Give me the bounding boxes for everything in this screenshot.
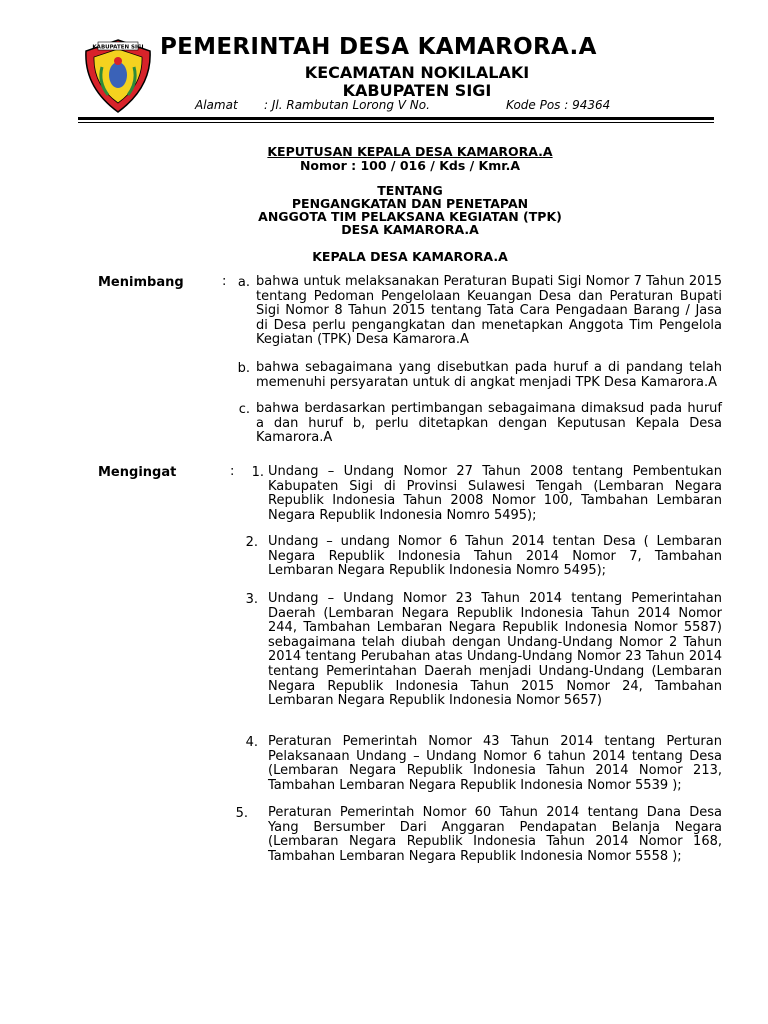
section-label-menimbang: Menimbang [98,275,184,290]
decree-subject-3: DESA KAMARORA.A [341,222,479,237]
mengingat-mark-1: 1. [251,465,264,480]
menimbang-mark-a: a. [237,275,250,290]
letterhead-district: KECAMATAN NOKILALAKI [304,63,530,82]
menimbang-item-a: bahwa untuk melaksanakan Peraturan Bupati Sigi Nomor 7 Tahun 2015 tentang Pedoman Pengelolaan Keuangan Desa dan Peraturan Bupati Sigi Nomor 8 Tahun 2015 tentang Tata Cara Pengadaan Barang / Jasa di Desa perlu pengangkatan dan menetapkan Anggota Tim Pengelola Kegiatan (TPK) Desa Kamarora.A [256,274,722,348]
menimbang-mark-b: b. [237,361,250,376]
mengingat-item-4: Peraturan Pemerintah Nomor 43 Tahun 2014 tentang Perturan Pelaksanaan Undang – Undang Nomor 6 tahun 2014 tentang Desa (Lembaran Negara Republik Indonesia Tahun 2014 Nomor 213, Tambahan Lembaran Negara Republik Indonesia Nomor 5539 ); [268,734,722,793]
mengingat-mark-2: 2. [245,535,258,550]
postcode: Kode Pos : 94364 [506,98,611,112]
address-value: : Jl. Rambutan Lorong V No. [264,98,430,112]
letterhead-rule-thin [78,122,714,123]
mengingat-mark-3: 3. [245,592,258,607]
letterhead-regency: KABUPATEN SIGI [342,81,492,100]
mengingat-item-3: Undang – Undang Nomor 23 Tahun 2014 tentang Pemerintahan Daerah (Lembaran Negara Republik Indonesia Tahun 2014 Nomor 244, Tambahan Lembaran Negara Republik Indonesia Nomor 5587) sebagaimana telah diubah dengan Undang-Undang Nomor 2 Tahun 2014 tentang Perubahan atas Undang-Undang Nomor 23 Tahun 2014 tentang Pemerintahan Daerah menjadi Undang-Undang (Lembaran Negara Republik Indonesia Tahun 2015 Nomor 24, Tambahan Lembaran Negara Republik Indonesia Nomor 5657) [268,591,722,709]
decree-title: KEPUTUSAN KEPALA DESA KAMARORA.A [267,144,553,159]
mengingat-colon: : [230,464,235,479]
section-label-mengingat: Mengingat [98,465,177,480]
menimbang-item-c: bahwa berdasarkan pertimbangan sebagaimana dimaksud pada huruf a dan huruf b, perlu ditetapkan dengan Keputusan Kepala Desa Kamarora.A [256,401,722,446]
decree-issuer: KEPALA DESA KAMARORA.A [312,249,508,264]
letterhead-rule-thick [78,117,714,120]
menimbang-mark-c: c. [238,402,250,417]
mengingat-item-2: Undang – undang Nomor 6 Tahun 2014 tentan Desa ( Lembaran Negara Republik Indonesia Tahun 2014 Nomor 7, Tambahan Lembaran Negara Republik Indonesia Nomro 5495); [268,534,722,579]
menimbang-item-b: bahwa sebagaimana yang disebutkan pada huruf a di pandang telah memenuhi persyaratan untuk di angkat menjadi TPK Desa Kamarora.A [256,360,722,390]
decree-subject-2: ANGGOTA TIM PELAKSANA KEGIATAN (TPK) [258,209,562,224]
decree-number: Nomor : 100 / 016 / Kds / Kmr.A [299,158,521,173]
address-label: Alamat [195,98,238,112]
decree-about: TENTANG [377,183,443,198]
logo-caption: KABUPATEN SIGI [92,44,144,51]
letterhead-government: PEMERINTAH DESA KAMARORA.A [160,34,597,60]
mengingat-mark-5: 5. [235,806,248,821]
decree-subject-1: PENGANGKATAN DAN PENETAPAN [291,196,529,211]
mengingat-mark-4: 4. [245,735,258,750]
mengingat-item-5: Peraturan Pemerintah Nomor 60 Tahun 2014 tentang Dana Desa Yang Bersumber Dari Anggaran Pendapatan Belanja Negara (Lembaran Negara Republik Indonesia Tahun 2014 Nomor 168, Tambahan Lembaran Negara Republik Indonesia Nomor 5558 ); [268,805,722,864]
menimbang-colon: : [222,274,227,289]
mengingat-item-1: Undang – Undang Nomor 27 Tahun 2008 tentang Pembentukan Kabupaten Sigi di Provinsi Sulawesi Tengah (Lembaran Negara Republik Indonesia Tahun 2008 Nomor 100, Tambahan Lembaran Negara Republik Indonesia Nomro 5495); [268,464,722,523]
